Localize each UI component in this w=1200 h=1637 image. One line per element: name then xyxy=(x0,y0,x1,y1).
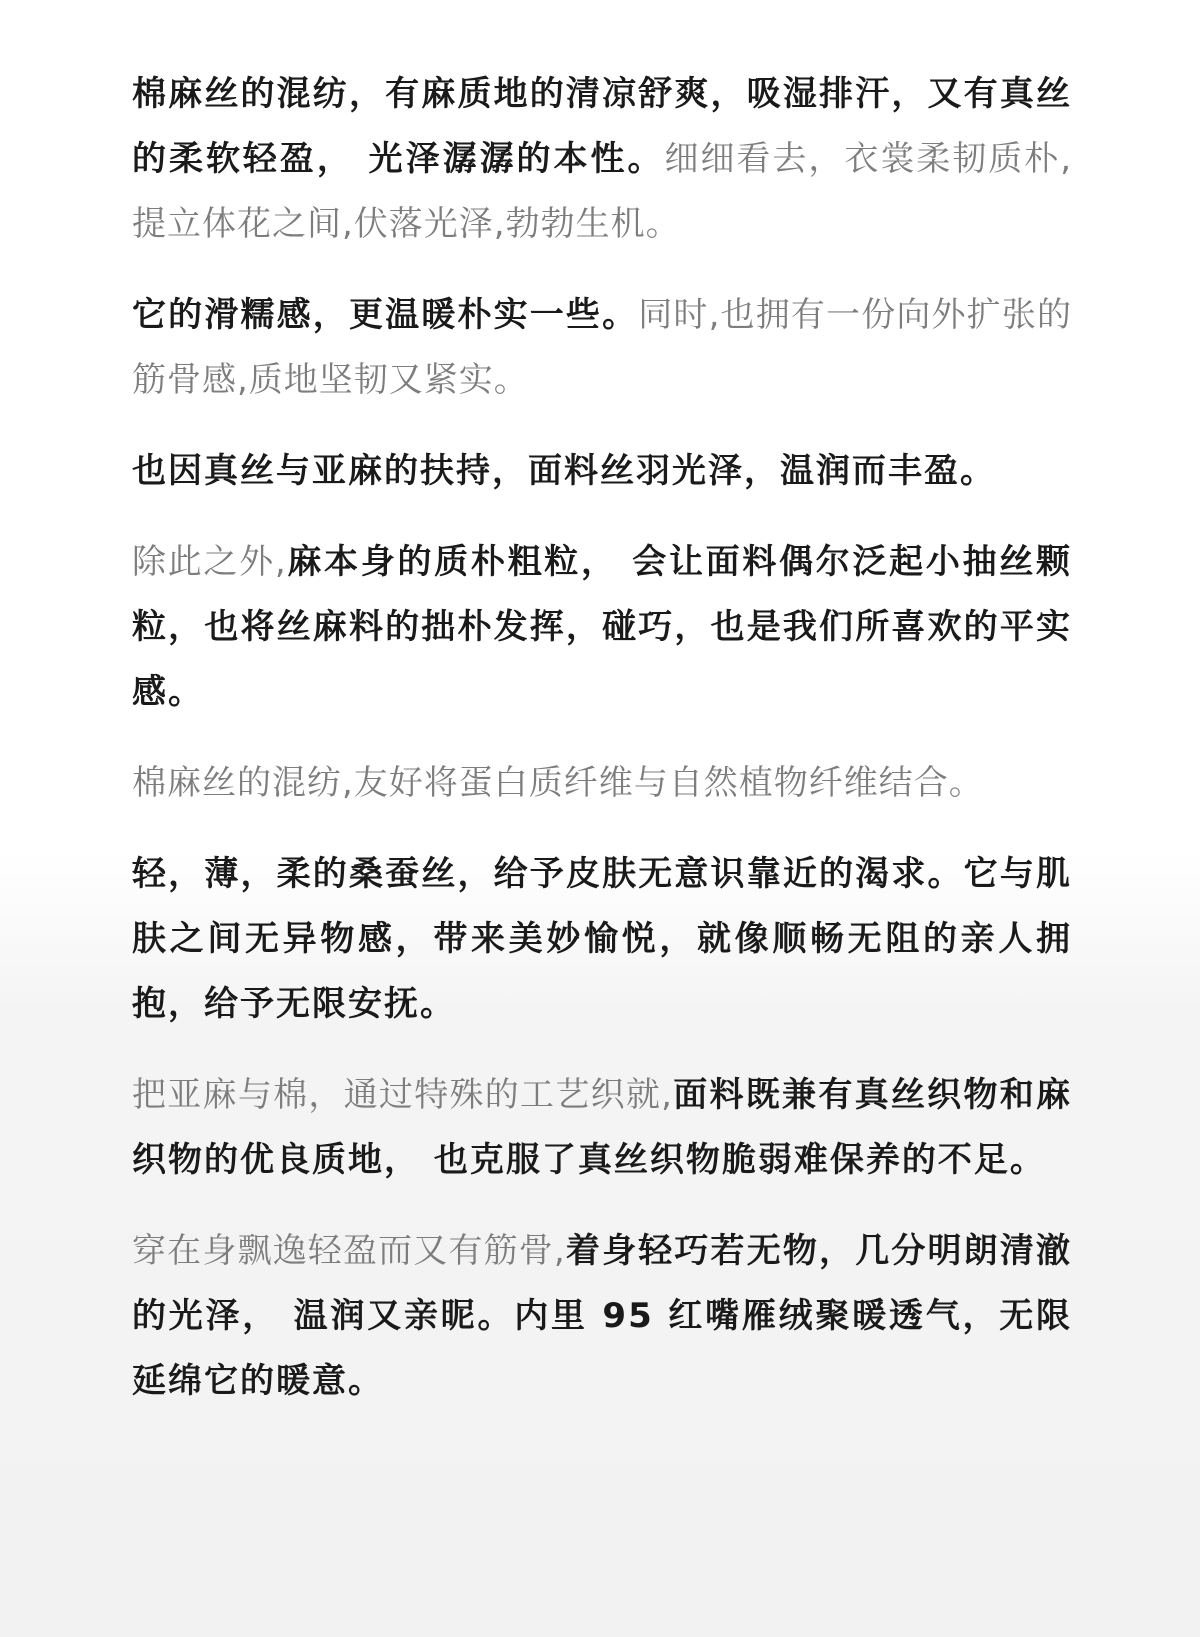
paragraph-6 xyxy=(132,842,1072,1037)
paragraph-1 xyxy=(132,62,1072,257)
paragraph-4 xyxy=(132,530,1072,725)
paragraph-8-light-text: 穿在身飘逸轻盈而又有筋骨, xyxy=(132,1231,566,1271)
paragraph-2-light-text: 同时,也拥有一份向外扩张的筋骨感,质地坚韧又紧实。 xyxy=(132,295,1073,400)
paragraph-2 xyxy=(132,283,1072,413)
paragraph-1-bold-text: 棉麻丝的混纺，有麻质地的清凉舒爽，吸湿排汗，又有真丝的柔软轻盈， 光泽潺潺的本性。 xyxy=(132,74,1072,179)
paragraph-4-light-text: 除此之外, xyxy=(132,542,287,582)
paragraph-4-bold-text: 麻本身的质朴粗粒， 会让面料偶尔泛起小抽丝颗粒，也将丝麻料的拙朴发挥，碰巧，也是我们所喜欢的平实感。 xyxy=(132,542,1072,712)
paragraph-5 xyxy=(132,751,1072,816)
paragraph-2-bold-text: 它的滑糯感，更温暖朴实一些。 xyxy=(132,295,639,335)
paragraph-8 xyxy=(132,1219,1072,1414)
article-body xyxy=(132,62,1072,1440)
paragraph-7-bold-text: 面料既兼有真丝织物和麻织物的优良质地， 也克服了真丝织物脆弱难保养的不足。 xyxy=(132,1075,1072,1180)
paragraph-8-bold-text: 着身轻巧若无物，几分明朗清澈的光泽， 温润又亲昵。内里 95 红嘴雁绒聚暖透气，无限延绵它的暖意。 xyxy=(132,1231,1073,1401)
paragraph-6-bold-text: 轻，薄，柔的桑蚕丝，给予皮肤无意识靠近的渴求。它与肌肤之间无异物感，带来美妙愉悦，就像顺畅无阻的亲人拥抱，给予无限安抚。 xyxy=(132,854,1072,1024)
paragraph-7 xyxy=(132,1063,1072,1193)
paragraph-5-light-text: 棉麻丝的混纺,友好将蛋白质纤维与自然植物纤维结合。 xyxy=(132,763,984,803)
paragraph-3-bold-text: 也因真丝与亚麻的扶持，面料丝羽光泽，温润而丰盈。 xyxy=(132,451,996,491)
paragraph-7-light-text: 把亚麻与棉，通过特殊的工艺织就, xyxy=(132,1075,673,1115)
paragraph-1-light-text: 细细看去，衣裳柔韧质朴,提立体花之间,伏落光泽,勃勃生机。 xyxy=(132,139,1072,244)
paragraph-3 xyxy=(132,439,1072,504)
